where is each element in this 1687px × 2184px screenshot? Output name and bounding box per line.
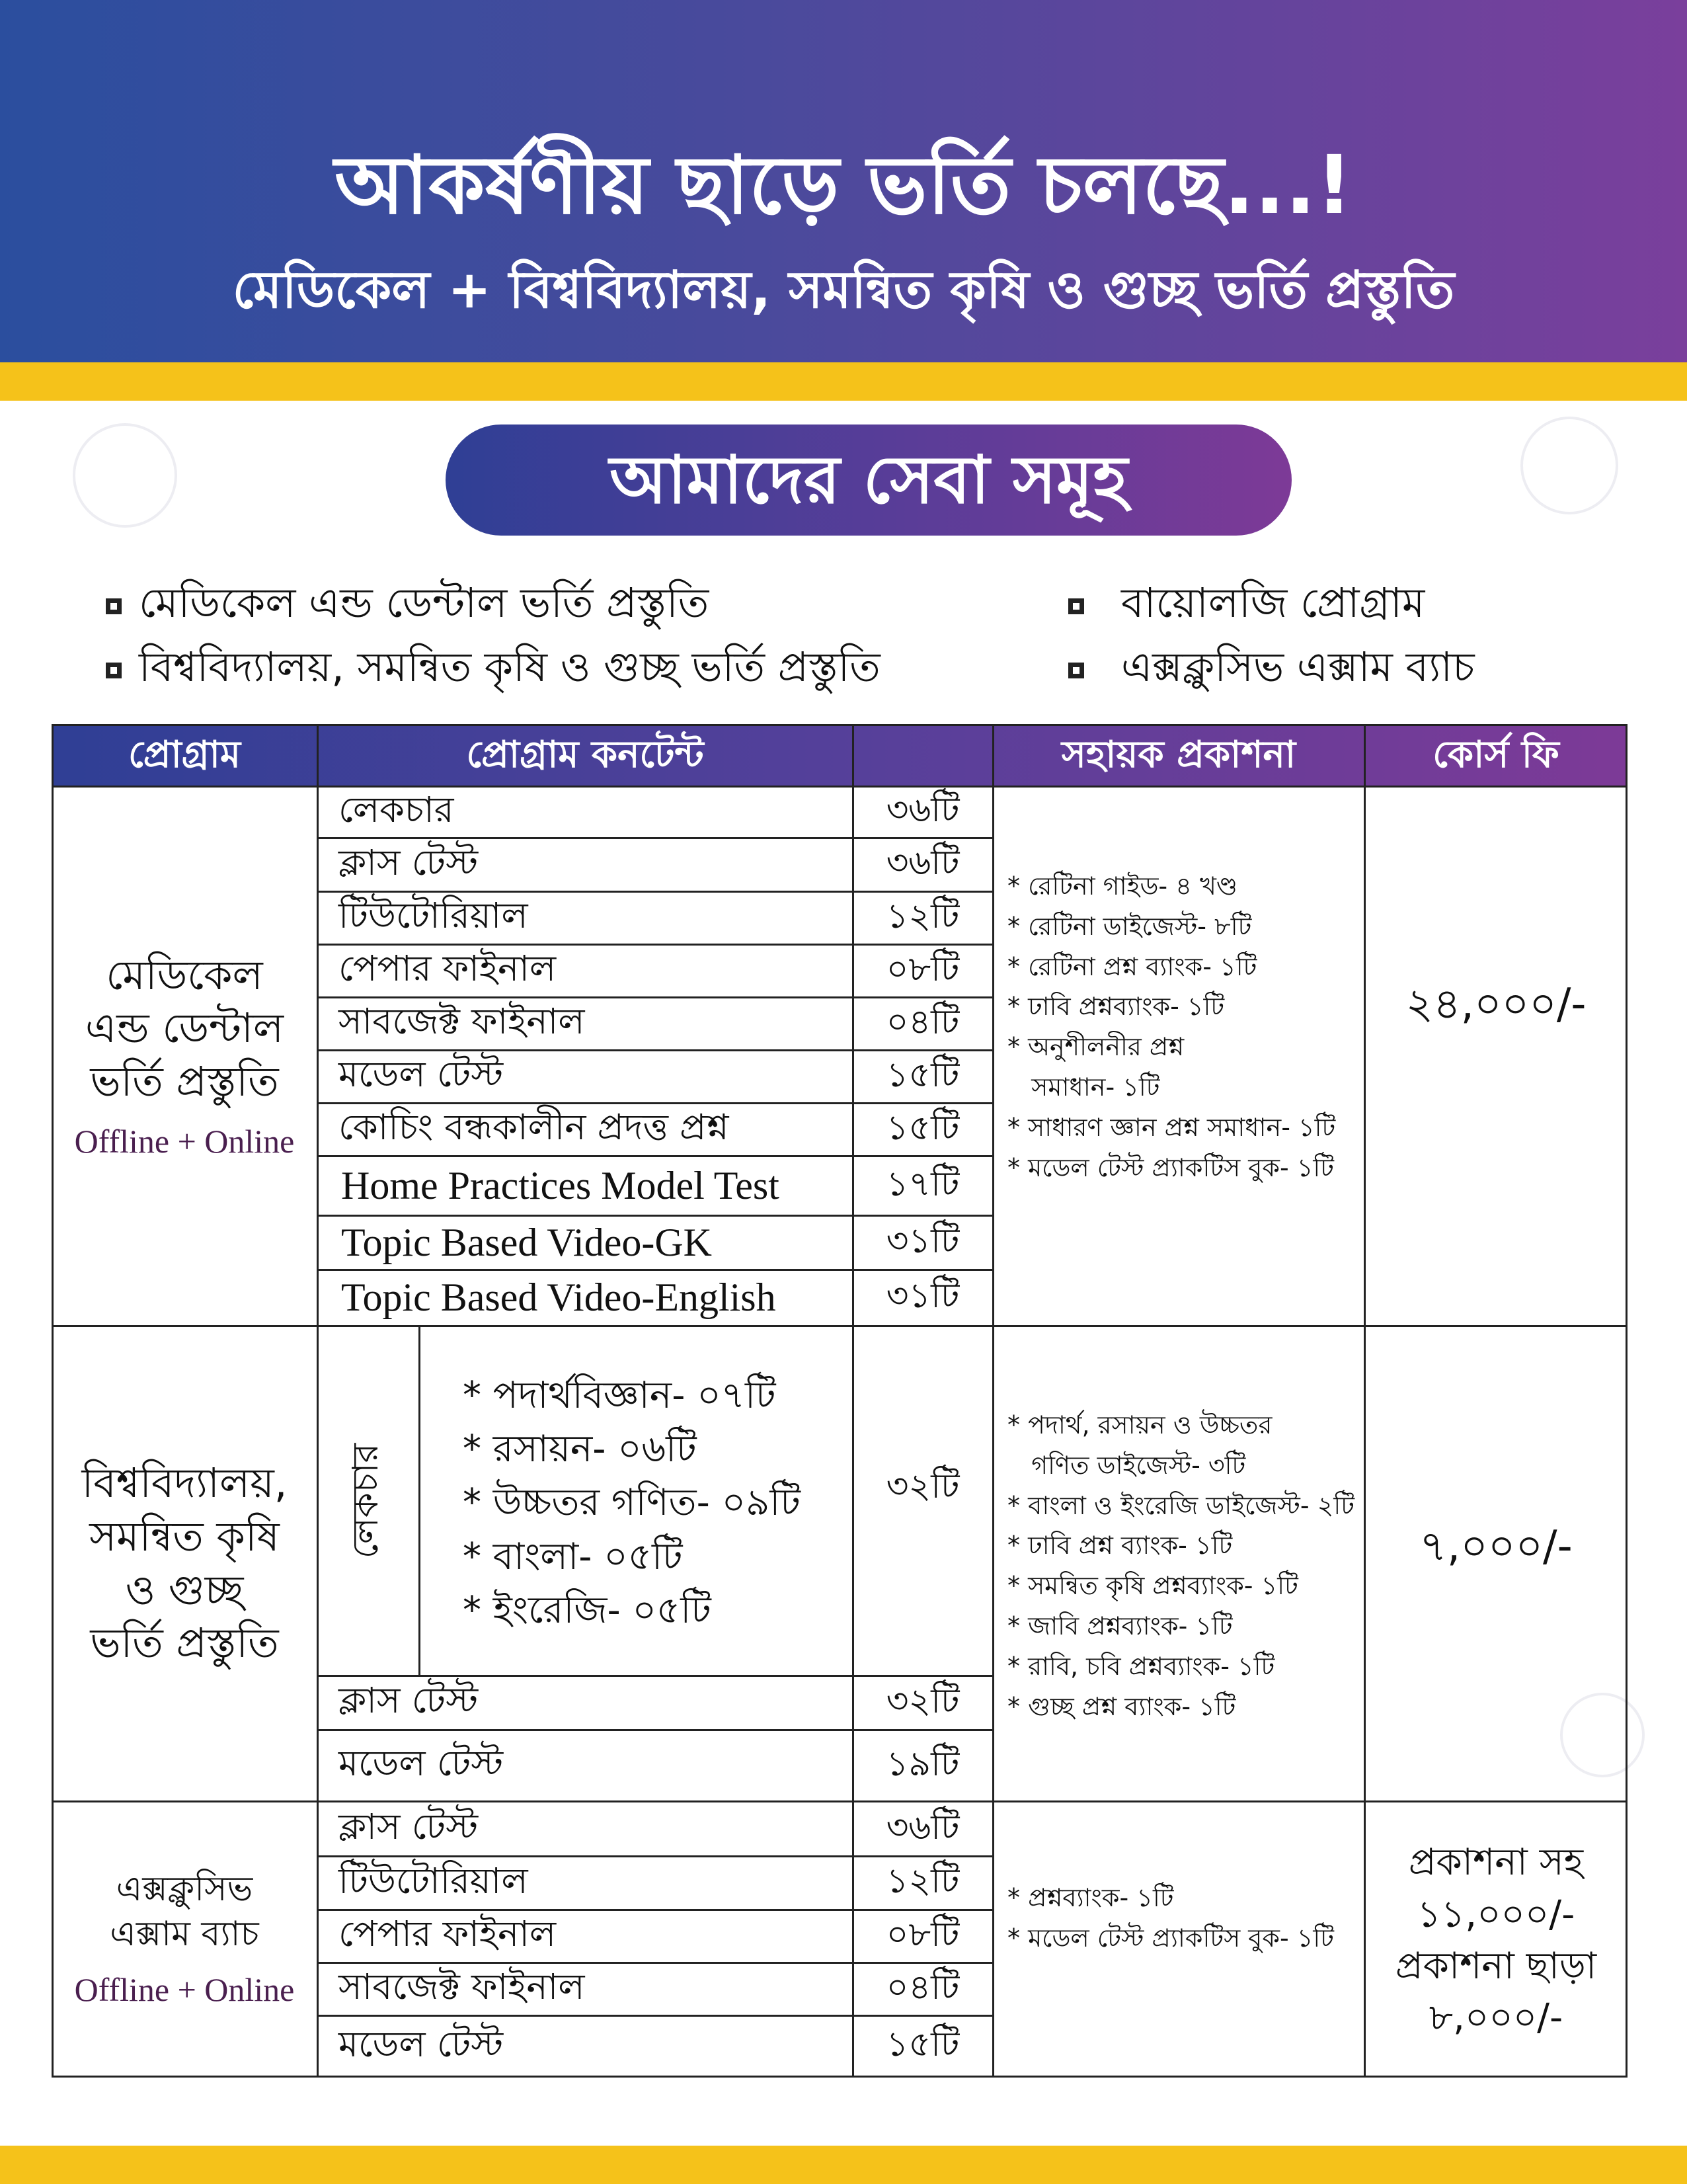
program-name-line: এন্ড ডেন্টাল — [85, 1004, 284, 1053]
content-count: ৩২টি — [886, 1466, 960, 1506]
program-university — [53, 1326, 316, 1800]
content-count: ৩২টি — [886, 1681, 960, 1721]
content-count: ১২টি — [886, 1861, 960, 1901]
content-count: ৩৬টি — [886, 790, 960, 830]
fee-amount: ৭,০০০/- — [1419, 1522, 1573, 1572]
lecture-subject: * বাংলা- ০৫টি — [463, 1535, 683, 1578]
fee-label: প্রকাশনা সহ — [1408, 1841, 1584, 1884]
fee-amount: ১১,০০০/- — [1417, 1892, 1575, 1936]
content-item: পেপার ফাইনাল — [338, 1913, 557, 1955]
content-item: লেকচার — [338, 788, 454, 830]
fee-amount: ৮,০০০/- — [1429, 1996, 1563, 2040]
content-item: Home Practices Model Test — [341, 1163, 779, 1207]
content-item: Topic Based Video-GK — [341, 1220, 712, 1264]
content-item: সাবজেক্ট ফাইনাল — [338, 1966, 585, 2007]
lecture-label: লেকচার — [344, 1443, 387, 1558]
header-program: প্রোগ্রাম — [128, 733, 241, 776]
lecture-subject: * রসায়ন- ০৬টি — [463, 1428, 697, 1471]
program-name-line: ভর্তি প্রস্তুতি — [90, 1057, 279, 1106]
fee-university — [1366, 1475, 1626, 1620]
service-label: এক্সক্লুসিভ এক্সাম ব্যাচ — [1121, 643, 1475, 691]
header-course-fee: কোর্স ফি — [1432, 733, 1559, 776]
content-item: মডেল টেস্ট — [338, 1053, 504, 1095]
content-item: টিউটোরিয়াল — [338, 1859, 528, 1902]
square-bullet-icon — [106, 598, 122, 614]
lecture-subject: * উচ্চতর গণিত- ০৯টি — [463, 1481, 801, 1525]
content-count: ১২টি — [886, 896, 960, 936]
col-divider — [418, 1326, 420, 1675]
square-bullet-icon — [106, 663, 122, 678]
content-item: টিউটোরিয়াল — [338, 895, 528, 936]
service-item — [106, 572, 709, 640]
fee-exclusive — [1366, 1818, 1626, 2063]
program-name-line: সমন্বিত কৃষি — [89, 1512, 280, 1560]
service-label: মেডিকেল এন্ড ডেন্টাল ভর্তি প্রস্তুতি — [139, 579, 709, 627]
program-name-line: এক্সক্লুসিভ — [116, 1869, 253, 1909]
header-publications: সহায়ক প্রকাশনা — [1061, 733, 1296, 776]
program-exclusive — [53, 1802, 316, 2076]
program-name-line: ও গুচ্ছ — [125, 1565, 244, 1614]
content-count: ১৯টি — [886, 1744, 960, 1784]
program-name-line: মেডিকেল — [106, 950, 263, 999]
content-count: ৩১টি — [886, 1276, 960, 1316]
content-count: ০৮টি — [886, 949, 960, 989]
content-item: সাবজেক্ট ফাইনাল — [338, 1000, 585, 1042]
content-item: মডেল টেস্ট — [338, 1742, 504, 1784]
fee-label: প্রকাশনা ছাড়া — [1395, 1945, 1597, 1988]
content-item: কোচিং বন্ধকালীন প্রদত্ত প্রশ্ন — [338, 1106, 729, 1148]
program-mode: Offline + Online — [74, 1123, 295, 1160]
content-count: ০৮টি — [886, 1914, 960, 1955]
program-name-line: বিশ্ববিদ্যালয়, — [81, 1459, 288, 1508]
lecture-subject-list — [463, 1369, 846, 1637]
content-item: Topic Based Video-English — [341, 1275, 776, 1319]
content-count: ১৫টি — [886, 1055, 960, 1095]
service-label: বিশ্ববিদ্যালয়, সমন্বিত কৃষি ও গুচ্ছ ভর্তি প্রস্তুতি — [139, 643, 881, 691]
fee-amount: ২৪,০০০/- — [1405, 980, 1587, 1030]
col-divider — [992, 724, 994, 2078]
section-title: আমাদের সেবা সমূহ — [446, 425, 1292, 536]
fee-medical — [1366, 926, 1626, 1084]
program-name-line: এক্সাম ব্যাচ — [110, 1914, 259, 1954]
program-name-line: ভর্তি প্রস্তুতি — [90, 1619, 279, 1668]
publications-university: * পদার্থ, রসায়ন ও উচ্চতর গণিত ডাইজেস্ট- ৩টি * বাংলা ও ইংরেজি ডাইজেস্ট- ২টি * ঢাবি প্রশ্ন ব্যাংক- ১টি * সমন্বিত কৃষি প্রশ্নব্যাংক- ১টি * জাবি প্রশ্নব্যাংক- ১টি * রাবি, চবি প্রশ্নব্যাংক- ১টি * গুচ্ছ প্রশ্ন ব্যাংক- ১টি — [1007, 1410, 1354, 1721]
service-item — [1068, 572, 1425, 640]
square-bullet-icon — [1068, 663, 1084, 678]
square-bullet-icon — [1068, 598, 1084, 614]
content-count: ৩৬টি — [886, 843, 960, 883]
top-accent-bar — [0, 362, 1687, 401]
program-mode: Offline + Online — [74, 1971, 295, 2009]
content-count: ০৪টি — [886, 1967, 960, 2007]
content-item: ক্লাস টেস্ট — [338, 1679, 479, 1721]
content-count: ৩৬টি — [886, 1807, 960, 1847]
publications-exclusive: * প্রশ্নব্যাংক- ১টি * মডেল টেস্ট প্র্যাকটিস বুক- ১টি — [1007, 1883, 1335, 1953]
decor-circle-icon — [73, 423, 177, 528]
lecture-subject: * পদার্থবিজ্ঞান- ০৭টি — [463, 1374, 776, 1417]
lecture-label-cell — [317, 1326, 418, 1675]
content-item: ক্লাস টেস্ট — [338, 841, 479, 883]
lecture-subject: * ইংরেজি- ০৫টি — [463, 1588, 711, 1632]
bottom-accent-bar — [0, 2146, 1687, 2184]
service-item — [1068, 636, 1475, 704]
header-program-content: প্রোগ্রাম কনটেন্ট — [466, 733, 704, 776]
program-medical — [53, 787, 316, 1325]
content-item: মডেল টেস্ট — [338, 2023, 504, 2065]
content-item: পেপার ফাইনাল — [338, 948, 557, 989]
publications-medical: * রেটিনা গাইড- ৪ খণ্ড * রেটিনা ডাইজেস্ট- ৮টি * রেটিনা প্রশ্ন ব্যাংক- ১টি * ঢাবি প্রশ্নব্যাংক- ১টি * অনুশীলনীর প্রশ্ন সমাধান- ১টি * সাধারণ জ্ঞান প্রশ্ন সমাধান- ১টি * মডেল টেস্ট প্র্যাকটিস বুক- ১টি — [1007, 871, 1336, 1182]
content-item: ক্লাস টেস্ট — [338, 1806, 479, 1847]
decor-circle-icon — [1520, 417, 1618, 514]
content-count: ০৪টি — [886, 1002, 960, 1042]
service-item — [106, 636, 881, 704]
service-label: বায়োলজি প্রোগ্রাম — [1121, 579, 1425, 627]
subheadline: মেডিকেল + বিশ্ববিদ্যালয়, সমন্বিত কৃষি ও গুচ্ছ ভর্তি প্রস্তুতি — [232, 261, 1455, 320]
content-count: ১৭টি — [886, 1164, 960, 1204]
content-count: ১৫টি — [886, 2025, 960, 2064]
headline: আকর্ষণীয় ছাড়ে ভর্তি চলছে...! — [334, 138, 1353, 232]
content-count: ১৫টি — [886, 1108, 960, 1148]
content-count: ৩১টি — [886, 1221, 960, 1261]
